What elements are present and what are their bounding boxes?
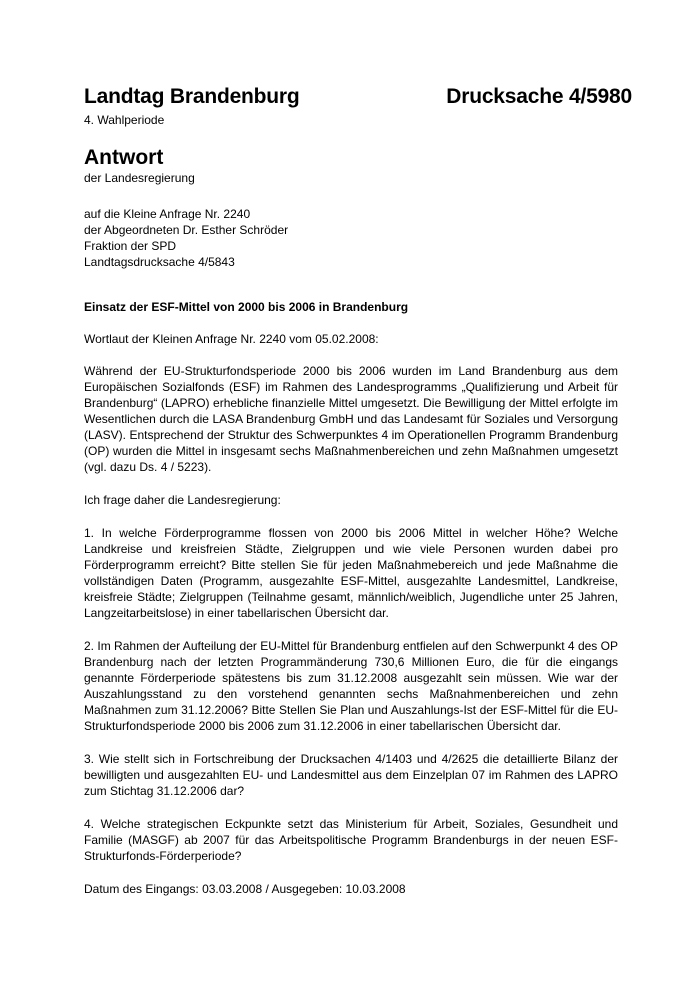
context-paragraph: Während der EU-Strukturfondsperiode 2000 bis 2006 wurden im Land Brandenburg aus dem Europäischen Sozialfonds (ESF) im Rahmen des Landesprogramms „Qualifizierung und Arbeit für Brandenburg“ (LAPRO) erhebliche finanzielle Mittel umgesetzt. Die Bewilligung der Mittel erfolgte im Wesentlichen durch die LASA Brandenburg GmbH und das Landesamt für Soziales und Versorgung (LASV). Entsprechend der Struktur des Schwerpunktes 4 im Operationellen Programm Brandenburg (OP) wurden die Mittel in insgesamt sechs Maßnahmenbereichen und zehn Maßnahmen umgesetzt (vgl. dazu Ds. 4 / 5223). xyxy=(84,364,618,474)
reference-inquiry: auf die Kleine Anfrage Nr. 2240 xyxy=(84,207,251,221)
reference-block xyxy=(84,206,618,270)
reference-faction: Fraktion der SPD xyxy=(84,239,177,253)
question-3: 3. Wie stellt sich in Fortschreibung der Drucksachen 4/1403 und 4/2625 die detaillierte Bilanz der bewilligten und ausgezahlten EU- und Landesmittel aus dem Einzelplan 07 im Rahmen des LAPRO zum Stichtag 31.12.2006 dar? xyxy=(84,752,618,798)
document-type: Antwort xyxy=(84,145,164,169)
question-1: 1. In welche Förderprogramme flossen von 2000 bis 2006 Mittel in welcher Höhe? Welche Landkreise und kreisfreien Städte, Zielgruppen und wie viele Personen wurden dabei pro Förderprogramm erreicht? Bitte stellen Sie für jeden Maßnahmebereich und jede Maßnahme die vollständigen Daten (Programm, ausgezahlte ESF-Mittel, ausgezahlte Landesmittel, Landkreise, kreisfreie Städte; Zielgruppen (Teilnahme gesamt, männlich/weiblich, Jugendliche unter 25 Jahren, Langzeitarbeitslose) in einer tabellarischen Übersicht dar. xyxy=(84,526,618,620)
inquiry-intro: Wortlaut der Kleinen Anfrage Nr. 2240 vom 05.02.2008: xyxy=(84,332,379,346)
question-lead: Ich frage daher die Landesregierung: xyxy=(84,493,281,507)
document-page xyxy=(84,84,632,897)
question-2: 2. Im Rahmen der Aufteilung der EU-Mittel für Brandenburg entfielen auf den Schwerpunkt 4 des OP Brandenburg nach der letzten Programmänderung 730,6 Millionen Euro, die für die eingangs genannte Förderperiode spätestens bis zum 31.12.2008 ausgezahlt sein müssen. Wie war der Auszahlungsstand zu den vorstehend genannten sechs Maßnahmenbereichen und zehn Maßnahmen zum 31.12.2006? Bitte Stellen Sie Plan und Auszahlungs-Ist der ESF-Mittel für die EU-Strukturfondsperiode 2000 bis 2006 zum 31.12.2006 in einer tabellarischen Übersicht dar. xyxy=(84,639,618,733)
question-4: 4. Welche strategischen Eckpunkte setzt das Ministerium für Arbeit, Soziales, Gesundheit und Familie (MASGF) ab 2007 für das Arbeitspolitische Programm Brandenburgs in der neuen ESF-Strukturfonds-Förderperiode? xyxy=(84,817,618,863)
document-author: der Landesregierung xyxy=(84,170,195,185)
document-header xyxy=(84,84,632,110)
subject-heading: Einsatz der ESF-Mittel von 2000 bis 2006 in Brandenburg xyxy=(84,300,409,314)
wahlperiode: 4. Wahlperiode xyxy=(84,113,165,127)
parliament-name: Landtag Brandenburg xyxy=(84,85,300,108)
reference-drucksache: Landtagsdrucksache 4/5843 xyxy=(84,255,235,269)
reference-member: der Abgeordneten Dr. Esther Schröder xyxy=(84,223,289,237)
receipt-dates: Datum des Eingangs: 03.03.2008 / Ausgegeben: 10.03.2008 xyxy=(84,882,406,896)
drucksache-number: Drucksache 4/5980 xyxy=(446,85,632,108)
